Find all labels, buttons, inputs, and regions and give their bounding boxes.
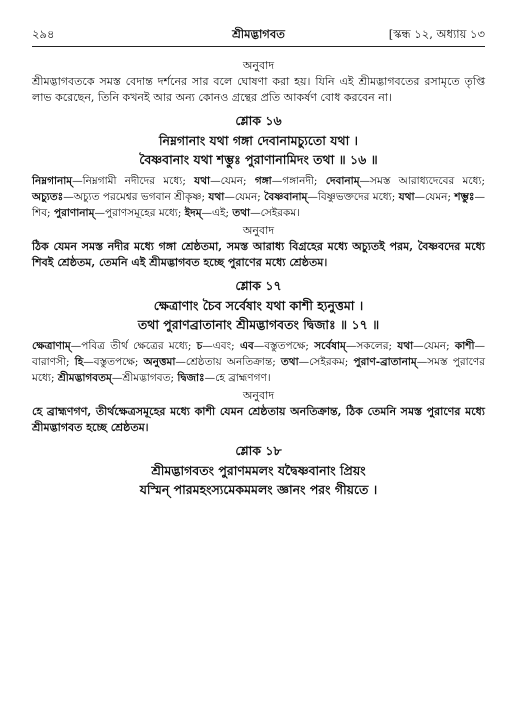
translation-heading: অনুবাদ: [242, 59, 275, 72]
page-header: [32, 26, 485, 44]
header-rule: [32, 46, 485, 47]
verse-line: নিম্নগানাং যথা গঙ্গা দেবানামচ্যুতো যথা ।: [158, 133, 359, 148]
verse-17: [32, 277, 485, 436]
verse-line: তথা পুরাণব্রাতানাং শ্রীমদ্ভাগবতং দ্বিজাঃ ॥ ১৭ ॥: [137, 317, 380, 332]
verse-18: [32, 442, 485, 499]
verse-title: শ্লোক ১৬: [235, 113, 282, 128]
verse-16: [32, 112, 485, 271]
verse-line: ক্ষেত্রাণাং চৈব সর্বেষাং যথা কাশী হ্যনুত্তমা ।: [153, 298, 364, 313]
word-gloss: ক্ষেত্রাণাম্—পবিত্র তীর্থ ক্ষেত্রের মধ্যে; চ—এবং; এব—বস্তুতপক্ষে; সর্বেষাম্—সকলের; যথা—যেমন; কাশী—বারাণসী; হি—বস্তুতপক্ষে; অনুত্তমা—শ্রেষ্ঠতায় অনতিক্রান্ত; তথা—সেইরকম; পুরাণ-ব্রাতানাম্—সমস্ত পুরাণের মধ্যে; শ্রীমদ্ভাগবতম্—শ্রীমদ্ভাগবত; দ্বিজাঃ—হে ব্রাহ্মণগণ।: [32, 340, 486, 384]
verse-translation: ঠিক যেমন সমস্ত নদীর মধ্যে গঙ্গা শ্রেষ্ঠতমা, সমস্ত আরাধ্য বিগ্রহের মধ্যে অচ্যুতই পরম, বৈষ্ণবদের মধ্যে শিবই শ্রেষ্ঠতম, তেমনি এই শ্রীমদ্ভাগবত হচ্ছে পুরাণের মধ্যে শ্রেষ্ঠতম।: [32, 240, 485, 269]
verse-line: যস্মিন্ পারমহংস্যমেকমমলং জ্ঞানং পরং গীয়তে ।: [139, 482, 378, 497]
running-title: শ্রীমদ্ভাগবত: [232, 27, 285, 41]
verse-title: শ্লোক ১৭: [235, 278, 282, 293]
translation-heading: অনুবাদ: [242, 224, 275, 237]
intro-translation: শ্রীমদ্ভাগবতকে সমস্ত বেদান্ত দর্শনের সার বলে ঘোষণা করা হয়। যিনি এই শ্রীমদ্ভাগবতের রসামৃতে তৃপ্তি লাভ করেছেন, তিনি কখনই আর অন্য কোনও গ্রন্থের প্রতি আকর্ষণ বোধ করবেন না।: [32, 75, 485, 104]
verse-translation: হে ব্রাহ্মণগণ, তীর্থক্ষেত্রসমূহের মধ্যে কাশী যেমন শ্রেষ্ঠতায় অনতিক্রান্ত, ঠিক তেমনি সমস্ত পুরাণের মধ্যে শ্রীমদ্ভাগবত হচ্ছে শ্রেষ্ঠতম।: [32, 405, 485, 434]
word-gloss: নিম্নগানাম্—নিম্নগামী নদীদের মধ্যে; যথা—যেমন; গঙ্গা—গঙ্গানদী; দেবানাম্—সমস্ত আরাধ্যদেবের মধ্যে; অচ্যুতঃ—অচ্যুত পরমেশ্বর ভগবান শ্রীকৃষ্ণ; যথা—যেমন; বৈষ্ণবানাম্—বিষ্ণুভক্তদের মধ্যে; যথা—যেমন; শম্ভুঃ—শিব; পুরাণানাম্—পুরাণসমূহের মধ্যে; ইদম্—এই; তথা—সেইরকম।: [32, 175, 486, 219]
translation-heading: অনুবাদ: [242, 389, 275, 402]
verse-line: শ্রীমদ্ভাগবতং পুরাণমমলং যদ্বৈষ্ণবানাং প্রিয়ং: [151, 463, 366, 478]
page-body: [32, 58, 485, 499]
canto-chapter: [স্কন্ধ ১২, অধ্যায় ১৩: [388, 27, 485, 41]
verse-title: শ্লোক ১৮: [235, 443, 282, 458]
page-number: ২৯৪: [32, 27, 55, 41]
verse-line: বৈষ্ণবানাং যথা শম্ভুঃ পুরাণানামিদং তথা ॥ ১৬ ॥: [139, 152, 378, 167]
